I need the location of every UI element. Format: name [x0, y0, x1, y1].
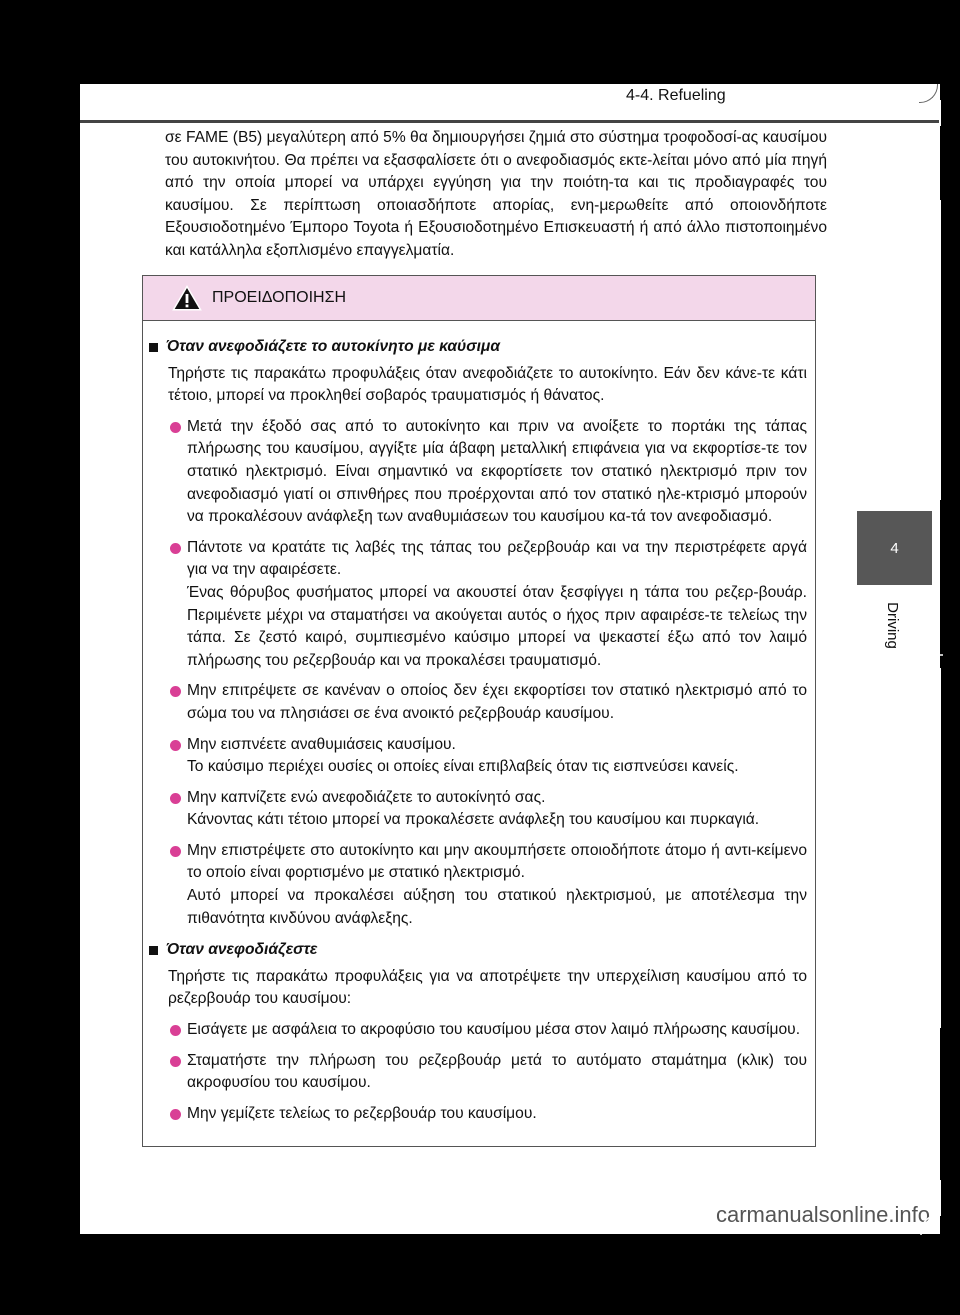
bullet-dot-icon — [170, 1056, 181, 1067]
intro-paragraph: σε FAME (B5) μεγαλύτερη από 5% θα δημιουργήσει ζημιά στο σύστημα τροφοδοσί-ας καυσίμου του αυτοκινήτου. Θα πρέπει να εξασφαλίσετε ότι ο ανεφοδιασμός εκτε-λείται μόνο από μία πηγή από την οποία μπορεί να υπάρχει εγγύηση για την ποιότη-τα και τις προδιαγραφές του καυσίμου. Σε περίπτωση οποιασδήποτε απορίας, ενη-μερωθείτε από οποιονδήποτε Εξουσιοδοτημένο Έμπορο Toyota ή Εξουσιοδοτημένο Επισκευαστή ή από άλλο πιστοποιημένο και κατάλληλα εξοπλισμένο επαγγελματία. — [165, 129, 827, 259]
bullet-paragraph: Εισάγετε με ασφάλεια το ακροφύσιο του καυσίμου μέσα στον λαιμό πλήρωσης καυσίμου. — [187, 1021, 801, 1039]
bullet-dot-icon — [170, 686, 181, 697]
registration-line — [939, 668, 941, 1028]
bullet-text — [187, 1103, 807, 1126]
bullet-dot-icon — [170, 422, 181, 433]
bullet-paragraph: Πάντοτε να κρατάτε τις λαβές της τάπας του ρεζερβουάρ και να την περιστρέφετε αργά για να την αφαιρέσετε. — [187, 538, 807, 579]
bullet-item — [148, 537, 807, 673]
warning-body — [143, 321, 815, 1125]
header-rule — [80, 120, 940, 123]
warning-header — [143, 276, 815, 321]
bullet-dot-icon — [170, 793, 181, 804]
warning-title: ΠΡΟΕΙΔΟΠΟΙΗΣΗ — [212, 289, 347, 306]
bullet-paragraph: Μην επιστρέψετε στο αυτοκίνητο και μην ακουμπήσετε οποιοδήποτε άτομο ή αντι-κείμενο το οποίο είναι φορτισμένο με στατικό ηλεκτρισμό. — [187, 841, 807, 882]
registration-line — [939, 200, 941, 500]
crop-mark-top-right — [919, 84, 938, 103]
bullet-paragraph: Κάνοντας κάτι τέτοιο μπορεί να προκαλέσετε ανάφλεξη του καυσίμου και πυρκαγιά. — [187, 811, 760, 829]
warning-box — [142, 275, 816, 1147]
bullet-item — [148, 787, 807, 832]
bullet-text — [187, 416, 807, 529]
manual-page — [80, 84, 940, 1234]
bullet-text — [187, 680, 807, 725]
bullet-item — [148, 734, 807, 779]
bullet-paragraph: Μετά την έξοδό σας από το αυτοκίνητο και πριν να ανοίξετε το πορτάκι της τάπας πλήρωσης του καυσίμου, αγγίξτε μία άβαφη μεταλλική επιφάνεια για να εκφορτίσε-τε τον στατικό ηλεκτρισμό. Είναι σημαντικό να εκφορτίσετε τον στατικό ηλεκτρισμό πριν τον ανεφοδιασμό γιατί οι σπινθήρες που προέρχονται από τον στατικό ηλε-κτρισμό μπορούν να προκαλέσουν ανάφλεξη των αναθυμιάσεων του καυσίμου κα-τά τον ανεφοδιασμό. — [187, 417, 807, 526]
section-header: 4-4. Refueling — [626, 87, 726, 104]
warning-section-heading — [148, 939, 807, 962]
section-intro: Τηρήστε τις παρακάτω προφυλάξεις για να αποτρέψετε την υπερχείλιση καυσίμου από το ρεζερβουάρ του καυσίμου: — [168, 967, 807, 1008]
bullet-item — [148, 416, 807, 529]
watermark: carmanualsonline.info — [715, 1202, 930, 1227]
warning-triangle-icon — [172, 285, 202, 311]
bullet-text — [187, 1019, 807, 1042]
bullet-text — [187, 840, 807, 930]
bullet-paragraph: Το καύσιμο περιέχει ουσίες οι οποίες είναι επιβλαβείς όταν τις εισπνεύσει κανείς. — [187, 758, 739, 776]
bullet-dot-icon — [170, 846, 181, 857]
bullet-paragraph: Μην γεμίζετε τελείως το ρεζερβουάρ του καυσίμου. — [187, 1104, 537, 1122]
bullet-item — [148, 1019, 807, 1042]
section-heading-text: Όταν ανεφοδιάζετε το αυτοκίνητο με καύσιμα — [166, 338, 501, 355]
chapter-label-container — [862, 595, 922, 655]
registration-line — [939, 1180, 941, 1216]
bullet-paragraph: Μην επιτρέψετε σε κανέναν ο οποίος δεν έχει εκφορτίσει τον στατικό ηλεκτρισμό από το σώμα του να πλησιάσει σε ένα ανοικτό ρεζερβουάρ καυσίμου. — [187, 682, 807, 722]
crop-mark-bottom-right-icon — [920, 1214, 942, 1236]
bullet-paragraph: Μην εισπνέετε αναθυμιάσεις καυσίμου. — [187, 735, 456, 753]
bullet-paragraph: Σταματήστε την πλήρωση του ρεζερβουάρ μετά το αυτόματο σταμάτημα (κλικ) του ακροφυσίου του καυσίμου. — [187, 1051, 807, 1092]
chapter-number: 4 — [890, 539, 899, 557]
section-intro: Τηρήστε τις παρακάτω προφυλάξεις όταν ανεφοδιάζετε το αυτοκίνητο. Εάν δεν κάνε-τε κάτι τέτοιο, μπορεί να προκληθεί σοβαρός τραυματισμός ή θάνατος. — [168, 364, 807, 405]
bullet-text — [187, 537, 807, 673]
bullet-item — [148, 840, 807, 930]
bullet-text — [187, 734, 807, 779]
bullet-item — [148, 680, 807, 725]
bullet-dot-icon — [170, 543, 181, 554]
registration-line — [939, 100, 941, 126]
bullet-paragraph: Μην καπνίζετε ενώ ανεφοδιάζετε το αυτοκίνητό σας. — [187, 788, 546, 806]
warning-section-heading — [148, 336, 807, 359]
bullet-dot-icon — [170, 740, 181, 751]
bullet-text — [187, 1050, 807, 1095]
bullet-paragraph: Αυτό μπορεί να προκαλέσει αύξηση του στατικού ηλεκτρισμού, με αποτέλεσμα την πιθανότητα κινδύνου ανάφλεξης. — [187, 887, 807, 927]
bullet-paragraph: Ένας θόρυβος φυσήματος μπορεί να ακουστεί όταν ξεσφίγγει η τάπα του ρεζερ-βουάρ. Περιμένετε μέχρι να σταματήσει να ακούγεται αυτός ο ήχος πριν αφαιρέσε-τε τελείως την τάπα. Σε ζεστό καιρό, συμπιεσμένο καύσιμο μπορεί να ψεκαστεί έξω από τον λαιμό πλήρωσης του ρεζερβουάρ και να προκαλέσει τραυματισμό. — [187, 583, 807, 669]
bullet-dot-icon — [170, 1025, 181, 1036]
bullet-text — [187, 787, 807, 832]
section-heading-text: Όταν ανεφοδιάζεστε — [166, 941, 318, 959]
registration-mark-icon — [917, 642, 943, 668]
chapter-label: Driving — [883, 601, 901, 649]
chapter-tab — [857, 511, 932, 585]
bullet-dot-icon — [170, 1109, 181, 1120]
square-bullet-icon — [149, 343, 158, 352]
bullet-item — [148, 1103, 807, 1126]
bullet-item — [148, 1050, 807, 1095]
square-bullet-icon — [149, 946, 158, 955]
